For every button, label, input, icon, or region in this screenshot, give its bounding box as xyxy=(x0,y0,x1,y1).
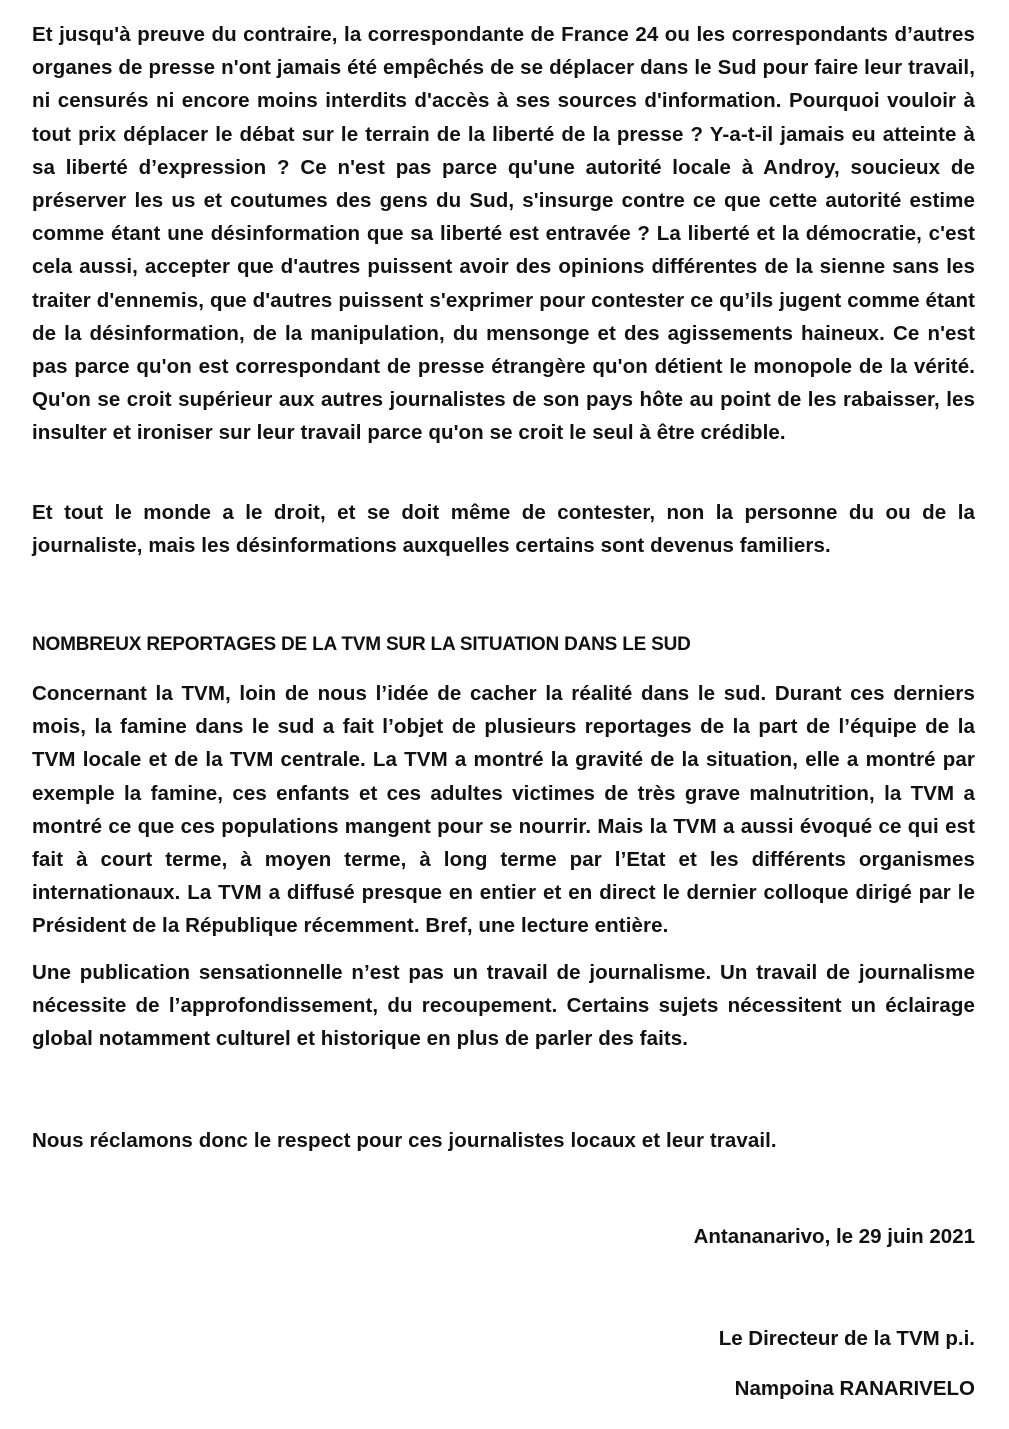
paragraph-journalism-definition: Une publication sensationnelle n’est pas un travail de journalisme. Un travail de journalisme nécessite de l’approfondissement, du recoupement. Certains sujets nécessitent un éclairage global notamment culturel et historique en plus de parler des faits. xyxy=(32,961,975,1051)
section-heading: NOMBREUX REPORTAGES DE LA TVM SUR LA SITUATION DANS LE SUD xyxy=(32,634,691,655)
signatory-title: Le Directeur de la TVM p.i. xyxy=(718,1327,975,1350)
paragraph-right-to-contest: Et tout le monde a le droit, et se doit même de contester, non la personne du ou de la journaliste, mais les désinformations auxquelles certains sont devenus familiers. xyxy=(32,501,975,558)
paragraph-press-freedom: Et jusqu'à preuve du contraire, la correspondante de France 24 ou les correspondants d’autres organes de presse n'ont jamais été empêchés de se déplacer dans le Sud pour faire leur travail, ni censurés ni encore moins interdits d'accès à ses sources d'information. Pourquoi vouloir à tout prix déplacer le débat sur le terrain de la liberté de la presse ? Y-a-t-il jamais eu atteinte à sa liberté d’expression ? Ce n'est pas parce qu'une autorité locale à Androy, soucieux de préserver les us et coutumes des gens du Sud, s'insurge contre ce que cette autorité estime comme étant une désinformation que sa liberté est entravée ? La liberté et la démocratie, c'est cela aussi, accepter que d'autres puissent avoir des opinions différentes de la sienne sans les traiter d'ennemis, que d'autres puissent s'exprimer pour contester ce qu’ils jugent comme étant de la désinformation, de la manipulation, du mensonge et des agissements haineux. Ce n'est pas parce qu'on est correspondant de presse étrangère qu'on détient le monopole de la vérité. Qu'on se croit supérieur aux autres journalistes de son pays hôte au point de les rabaisser, les insulter et ironiser sur leur travail parce qu'on se croit le seul à être crédible. xyxy=(32,23,975,445)
date-line: Antananarivo, le 29 juin 2021 xyxy=(693,1225,975,1248)
paragraph-respect-request: Nous réclamons donc le respect pour ces journalistes locaux et leur travail. xyxy=(32,1129,777,1152)
signatory-name: Nampoina RANARIVELO xyxy=(734,1377,975,1400)
paragraph-tvm-reports: Concernant la TVM, loin de nous l’idée de cacher la réalité dans le sud. Durant ces derniers mois, la famine dans le sud a fait l’objet de plusieurs reportages de la part de l’équipe de la TVM locale et de la TVM centrale. La TVM a montré la gravité de la situation, elle a montré par exemple la famine, ces enfants et ces adultes victimes de très grave malnutrition, la TVM a montré ce que ces populations mangent pour se nourrir. Mais la TVM a aussi évoqué ce qui est fait à court terme, à moyen terme, à long terme par l’Etat et les différents organismes internationaux. La TVM a diffusé presque en entier et en direct le dernier colloque dirigé par le Président de la République récemment. Bref, une lecture entière. xyxy=(32,682,975,938)
